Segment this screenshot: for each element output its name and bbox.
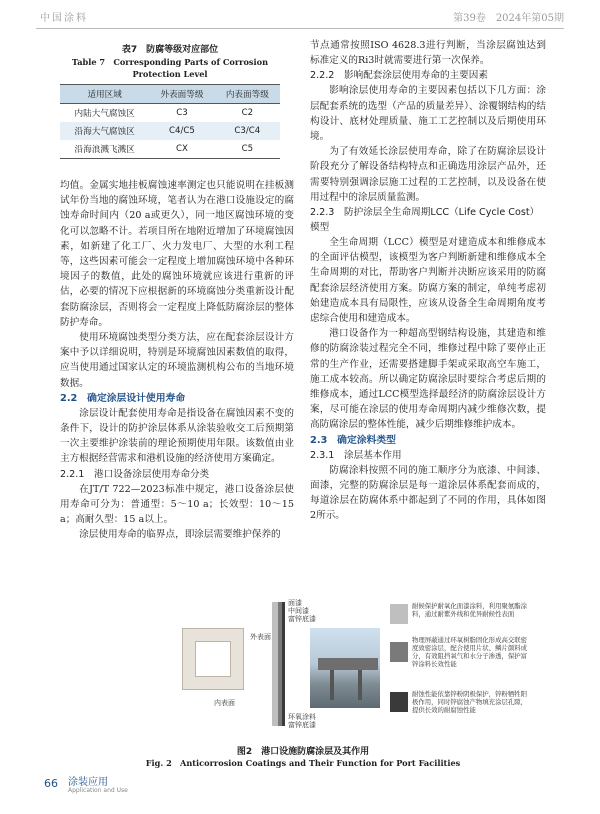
page-number: 66	[44, 777, 58, 790]
table-row	[60, 122, 280, 140]
table-cell: 沿海大气腐蚀区	[60, 122, 149, 140]
table-cell: 内陆大气腐蚀区	[74, 109, 135, 119]
paragraph: 涂层设计配套使用寿命是指设备在腐蚀因素不变的条件下，设计的防护涂层体系从涂装验收交工后预期第一次主要维护涂装前的理论预期使用年限。该数值由业主方根据经营需求和港机设施的经济使用方案确定。	[60, 407, 294, 465]
table-cell: C4/C5	[149, 122, 214, 140]
journal-name: 中国涂料	[40, 13, 88, 24]
section-heading: 2.3 确定涂料类型	[310, 434, 396, 446]
subsection-heading: 2.2.3 防护涂层全生命周期LCC（Life Cycle Cost）模型	[310, 207, 540, 234]
table-cell: C3	[176, 108, 188, 118]
section-heading: 2.2 确定涂层设计使用寿命	[60, 392, 186, 404]
bridge-pillar	[330, 670, 334, 700]
table-cell: C3/C4	[215, 122, 280, 140]
table-title-cn: 表7 防腐等级对应部位	[121, 45, 219, 55]
paragraph: 影响涂层使用寿命的主要因素包括以下几方面：涂层配套系统的选型（产品的质量差异）、涂覆钢结构的结构设计、底材处理质量、施工工艺控制以及后期使用环境。	[310, 85, 546, 143]
layer-label: 面漆	[288, 599, 302, 607]
header-divider	[36, 28, 564, 29]
primer-description: 耐蚀性能依靠锌粉阴极保护，锌粉牺牲阳极作用，同时锌腐蚀产物填充涂层孔隙，提供长效的耐腐蚀性能	[412, 690, 528, 714]
layer-label: 富锌底漆	[288, 615, 316, 623]
table-cell: C5	[215, 140, 280, 159]
table-7	[60, 42, 280, 159]
right-column	[310, 38, 546, 523]
layer-label: 富锌底漆	[288, 721, 316, 729]
inner-surface-label: 内表面	[214, 699, 235, 707]
magazine-section: 涂装应用	[68, 777, 108, 788]
paragraph: 节点通常按照ISO 4628.3进行判断，当涂层腐蚀达到标准定义的Ri3时就需要进行第一次保养。	[310, 40, 546, 67]
layer-label: 中间漆	[288, 607, 309, 615]
layer-label: 环氧涂料	[288, 713, 316, 721]
bridge-beam	[318, 658, 378, 670]
col-header: 适用区域	[60, 85, 149, 104]
subsection-heading: 2.3.1 涂层基本作用	[310, 449, 402, 461]
corrosion-level-table	[60, 84, 280, 159]
table-title-en: Table 7 Corresponding Parts of Corrosion Protection Level	[71, 57, 269, 79]
issue-info: 第39卷 2024年第05期	[453, 13, 564, 24]
port-photo	[310, 628, 380, 708]
table-cell: CX	[149, 140, 214, 159]
subsection-heading: 2.2.2 影响配套涂层使用寿命的主要因素	[310, 70, 488, 82]
figure-title-cn: 图2 港口设施防腐涂层及其作用	[236, 747, 370, 757]
topcoat-description: 耐候保护耐氧化面漆涂料，利用聚氨酯涂料，通过耐紫外线和优异耐候性表面	[412, 602, 528, 618]
table-row	[60, 104, 280, 123]
paragraph: 均值。金属实地挂板腐蚀速率测定也只能说明在挂板测试年份当地的腐蚀环境，笔者认为在港口设施设定的腐蚀寿命时间内（20 a或更久），同一地区腐蚀环境的变化可以忽略不计。若项目所在地附近增加了环境腐蚀因素，如新建了化工厂、火力发电厂、大型的水利工程等，这些因素可能会一定程度上增加腐蚀环境中各种环境因子的数值，此处的腐蚀环境就应该进行重新的评估，必要的情况下应根据新的环境腐蚀分类重新设计配套防腐涂层，否则将会一定程度上降低防腐涂层的整体防护寿命。	[60, 180, 294, 328]
paragraph: 使用环境腐蚀类型分类方法，应在配套涂层设计方案中予以详细说明，特别是环境腐蚀因素数值的取得，应当使用通过国家认定的环境监测机构公布的当地环境数据。	[60, 332, 294, 389]
subsection-heading: 2.2.1 港口设备涂层使用寿命分类	[60, 468, 210, 480]
intermediate-description: 物理屏蔽通过环氧树脂固化形成高交联密度致密涂层，配合使用片状、鳞片颜料成分，有效阻挡氧气和水分子渗透，保护富锌涂料长效性能	[412, 636, 528, 668]
col-header: 内表面等级	[215, 85, 280, 104]
intermediate-swatch	[390, 642, 408, 662]
paragraph: 在JT/T 722—2023标准中规定，港口设备涂层使用寿命可分为：普通型：5～10 a；长效型：10～15 a；高耐久型：15 a以上。	[60, 483, 294, 526]
paragraph: 港口设备作为一种超高型钢结构设施，其建造和维修的防腐涂装过程完全不同，维修过程中除了要停止正常的生产作业，还需要搭建脚手架或采取高空车施工，施工成本较高。所以确定防腐涂层时要综合考虑后期的维修成本，通过LCC模型选择最经济的防腐涂层设计方案，尽可能在涂层的使用寿命周期内减少维修次数，提高防腐涂层的整体性能，减少后期维修维护成本。	[310, 328, 546, 431]
magazine-section-en: Application and Use	[68, 787, 128, 794]
table-row	[60, 140, 280, 159]
frame-inner	[195, 641, 231, 677]
col-header: 外表面等级	[149, 85, 214, 104]
paragraph: 为了有效延长涂层使用寿命，除了在防腐涂层设计阶段充分了解设备结构特点和正确选用涂层产品外，还需要特别强调涂层施工过程的工艺控制，以及设备在使用过程中的涂层质量监测。	[310, 146, 546, 203]
primer-swatch	[390, 692, 408, 712]
figure-title-en: Fig. 2 Anticorrosion Coatings and Their Function for Port Facilities	[145, 758, 461, 768]
paragraph: 全生命周期（LCC）模型是对建造成本和维修成本的全面评估模型，该模型为客户判断新建和维修成本全生命周期的对比，帮助客户判断并决断应该采用的防腐配套涂层经济使用方案。防腐方案的制定，单纯考虑初始建造成本具有局限性，应该从设备全生命周期角度考虑综合使用和建造成本。	[310, 237, 546, 325]
topcoat-swatch	[390, 604, 408, 624]
paragraph: 防腐涂料按照不同的施工顺序分为底漆、中间漆、面漆，完整的防腐涂层是每一道涂层体系配套而成的，每道涂层在防腐体系中都起到了不同的作用，具体如图2所示。	[310, 464, 546, 522]
outer-surface-label: 外表面	[250, 633, 271, 641]
bridge-pillar	[358, 670, 362, 700]
table-cell: C2	[241, 108, 254, 118]
table-cell: 沿海浪溅飞溅区	[60, 140, 149, 159]
paragraph: 涂层使用寿命的临界点，即涂层需要维护保养的	[79, 529, 281, 541]
figure-2	[170, 598, 530, 736]
left-column	[60, 178, 294, 542]
primer-layer	[282, 602, 285, 726]
